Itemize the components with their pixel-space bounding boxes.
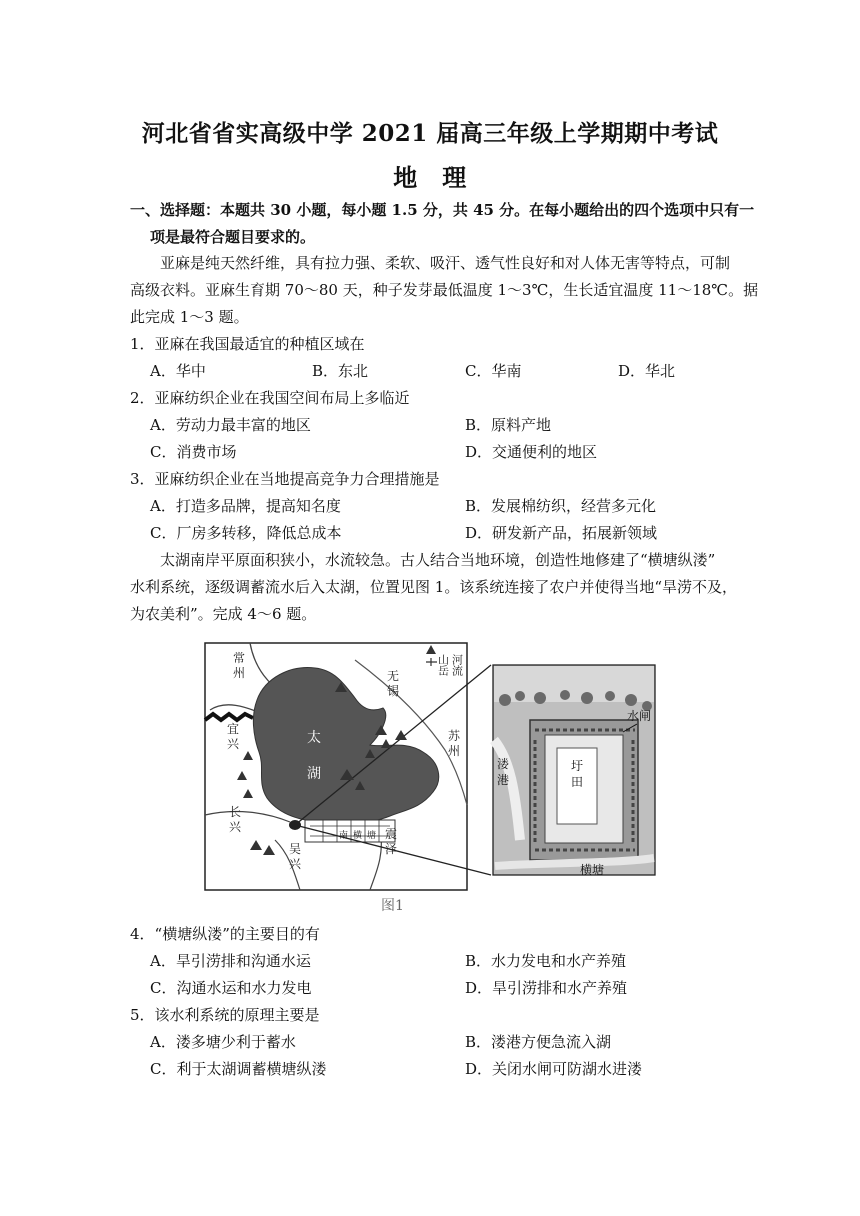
photo-label-weitian-2: 田 xyxy=(571,775,584,789)
question-2-option-a: A．劳动力最丰富的地区 xyxy=(150,416,311,434)
question-1-option-c: C．华南 xyxy=(465,362,522,380)
question-3-option-a: A．打造多品牌，提高知名度 xyxy=(150,497,341,515)
question-1-stem: 1．亚麻在我国最适宜的种植区域在 xyxy=(130,335,365,353)
legend-river-label: 河流 xyxy=(450,654,464,676)
section-heading-cont: 项是最符合题目要求的。 xyxy=(150,228,316,246)
passage-1-line-2: 高级衣料。亚麻生育期 70～80 天，种子发芽最低温度 1～3℃，生长适宜温度 11～18℃。据 xyxy=(130,281,759,299)
question-4-option-a: A．旱引涝排和沟通水运 xyxy=(150,952,311,970)
label-zhenze-2: 泽 xyxy=(385,842,398,856)
passage-1-line-3: 此完成 1～3 题。 xyxy=(130,308,249,326)
exam-title: 河北省省实高级中学 2021 届高三年级上学期期中考试 xyxy=(141,120,719,147)
passage-1-line-1: 亚麻是纯天然纤维，具有拉力强、柔软、吸汗、透气性良好和对人体无害等特点，可制 xyxy=(160,254,731,272)
question-1-option-a: A．华中 xyxy=(150,362,206,380)
photo-label-lougang-1: 溇 xyxy=(497,757,510,771)
callout-focus xyxy=(289,820,301,830)
question-3-option-b: B．发展棉纺织，经营多元化 xyxy=(465,497,657,515)
passage-2-line-2: 水利系统，逐级调蓄流水后入太湖，位置见图 1。该系统连接了农户并使得当地“旱涝不及， xyxy=(130,578,737,596)
photo-label-sluice: 水闸 xyxy=(627,709,652,723)
question-3-stem: 3．亚麻纺织企业在当地提高竞争力合理措施是 xyxy=(130,470,440,488)
photo-label-weitian-1: 圩 xyxy=(571,759,584,773)
label-zhenze-1: 震 xyxy=(385,827,398,841)
question-4-stem: 4．“横塘纵溇”的主要目的有 xyxy=(130,925,320,943)
label-changzhou-1: 常 xyxy=(233,651,246,665)
question-5-stem: 5．该水利系统的原理主要是 xyxy=(130,1006,320,1024)
photo-label-hengtang: 横塘 xyxy=(580,863,605,877)
label-taihu-1: 太 xyxy=(307,730,321,746)
question-5-option-d: D．关闭水闸可防湖水进溇 xyxy=(465,1060,643,1078)
question-4-option-b: B．水力发电和水产养殖 xyxy=(465,952,627,970)
question-4-option-d: D．旱引涝排和水产养殖 xyxy=(465,979,628,997)
question-1-option-b: B．东北 xyxy=(312,362,369,380)
legend-mountain-label: 山岳 xyxy=(436,654,450,676)
label-changxing-1: 长 xyxy=(229,805,242,819)
label-heng: 横 xyxy=(353,831,363,841)
label-suzhou-1: 苏 xyxy=(448,729,461,743)
label-changzhou-2: 州 xyxy=(233,666,246,680)
label-tang: 塘 xyxy=(367,831,377,841)
section-heading: 一、选择题：本题共 30 小题，每小题 1.5 分，共 45 分。在每小题给出的四个选项中只有一 xyxy=(130,201,755,219)
question-5-option-c: C．利于太湖调蓄横塘纵溇 xyxy=(150,1060,327,1078)
photo-label-lougang-2: 港 xyxy=(497,773,510,787)
label-suzhou-2: 州 xyxy=(448,744,461,758)
figure-caption: 图1 xyxy=(381,898,404,914)
label-yixing-1: 宜 xyxy=(227,722,240,736)
question-5-option-b: B．溇港方便急流入湖 xyxy=(465,1033,612,1051)
question-3-option-c: C．厂房多转移，降低总成本 xyxy=(150,524,342,542)
question-4-option-c: C．沟通水运和水力发电 xyxy=(150,979,312,997)
question-1-option-d: D．华北 xyxy=(618,362,676,380)
label-wuxing-1: 吴 xyxy=(289,842,302,856)
question-2-option-b: B．原料产地 xyxy=(465,416,552,434)
label-wuxi-1: 无 xyxy=(387,669,400,683)
question-2-option-d: D．交通便利的地区 xyxy=(465,443,598,461)
question-5-option-a: A．溇多塘少利于蓄水 xyxy=(150,1033,296,1051)
label-changxing-2: 兴 xyxy=(229,820,242,834)
label-wuxing-2: 兴 xyxy=(289,857,302,871)
label-south: 南 xyxy=(339,831,349,841)
question-3-option-d: D．研发新产品，拓展新领域 xyxy=(465,524,658,542)
question-2-option-c: C．消费市场 xyxy=(150,443,237,461)
passage-2-line-3: 为农美利”。完成 4～6 题。 xyxy=(130,605,317,623)
label-wuxi-2: 锡 xyxy=(387,684,400,698)
question-2-stem: 2．亚麻纺织企业在我国空间布局上多临近 xyxy=(130,389,410,407)
figure-1 xyxy=(195,640,675,920)
label-taihu-2: 湖 xyxy=(307,766,321,782)
label-yixing-2: 兴 xyxy=(227,737,240,751)
subject-title: 地 理 xyxy=(393,163,467,192)
passage-2-line-1: 太湖南岸平原面积狭小，水流较急。古人结合当地环境，创造性地修建了“横塘纵溇” xyxy=(160,551,716,569)
